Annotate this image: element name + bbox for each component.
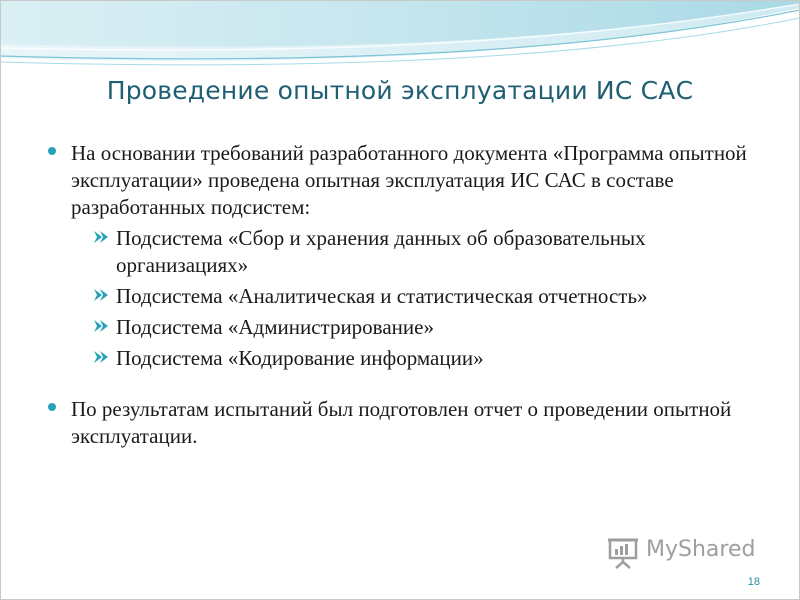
page-number: 18 (747, 576, 760, 588)
paragraph-text: На основании требований разработанного документа «Программа опытной эксплуатации» проведена опытная эксплуатация ИС САС в составе разработанных подсистем: (71, 141, 747, 219)
slide-title: Проведение опытной эксплуатации ИС САС (106, 76, 694, 105)
sub-list-text: Подсистема «Кодирование информации» (116, 346, 484, 370)
watermark-text: MyShared (646, 537, 756, 562)
paragraph-text: По результатам испытаний был подготовлен отчет о проведении опытной эксплуатации. (71, 397, 732, 448)
sub-list-text: Подсистема «Администрирование» (116, 315, 434, 339)
sub-list-text: Подсистема «Аналитическая и статистическая отчетность» (116, 284, 648, 308)
sub-list-text: Подсистема «Сбор и хранения данных об образовательных организациях» (116, 226, 646, 277)
